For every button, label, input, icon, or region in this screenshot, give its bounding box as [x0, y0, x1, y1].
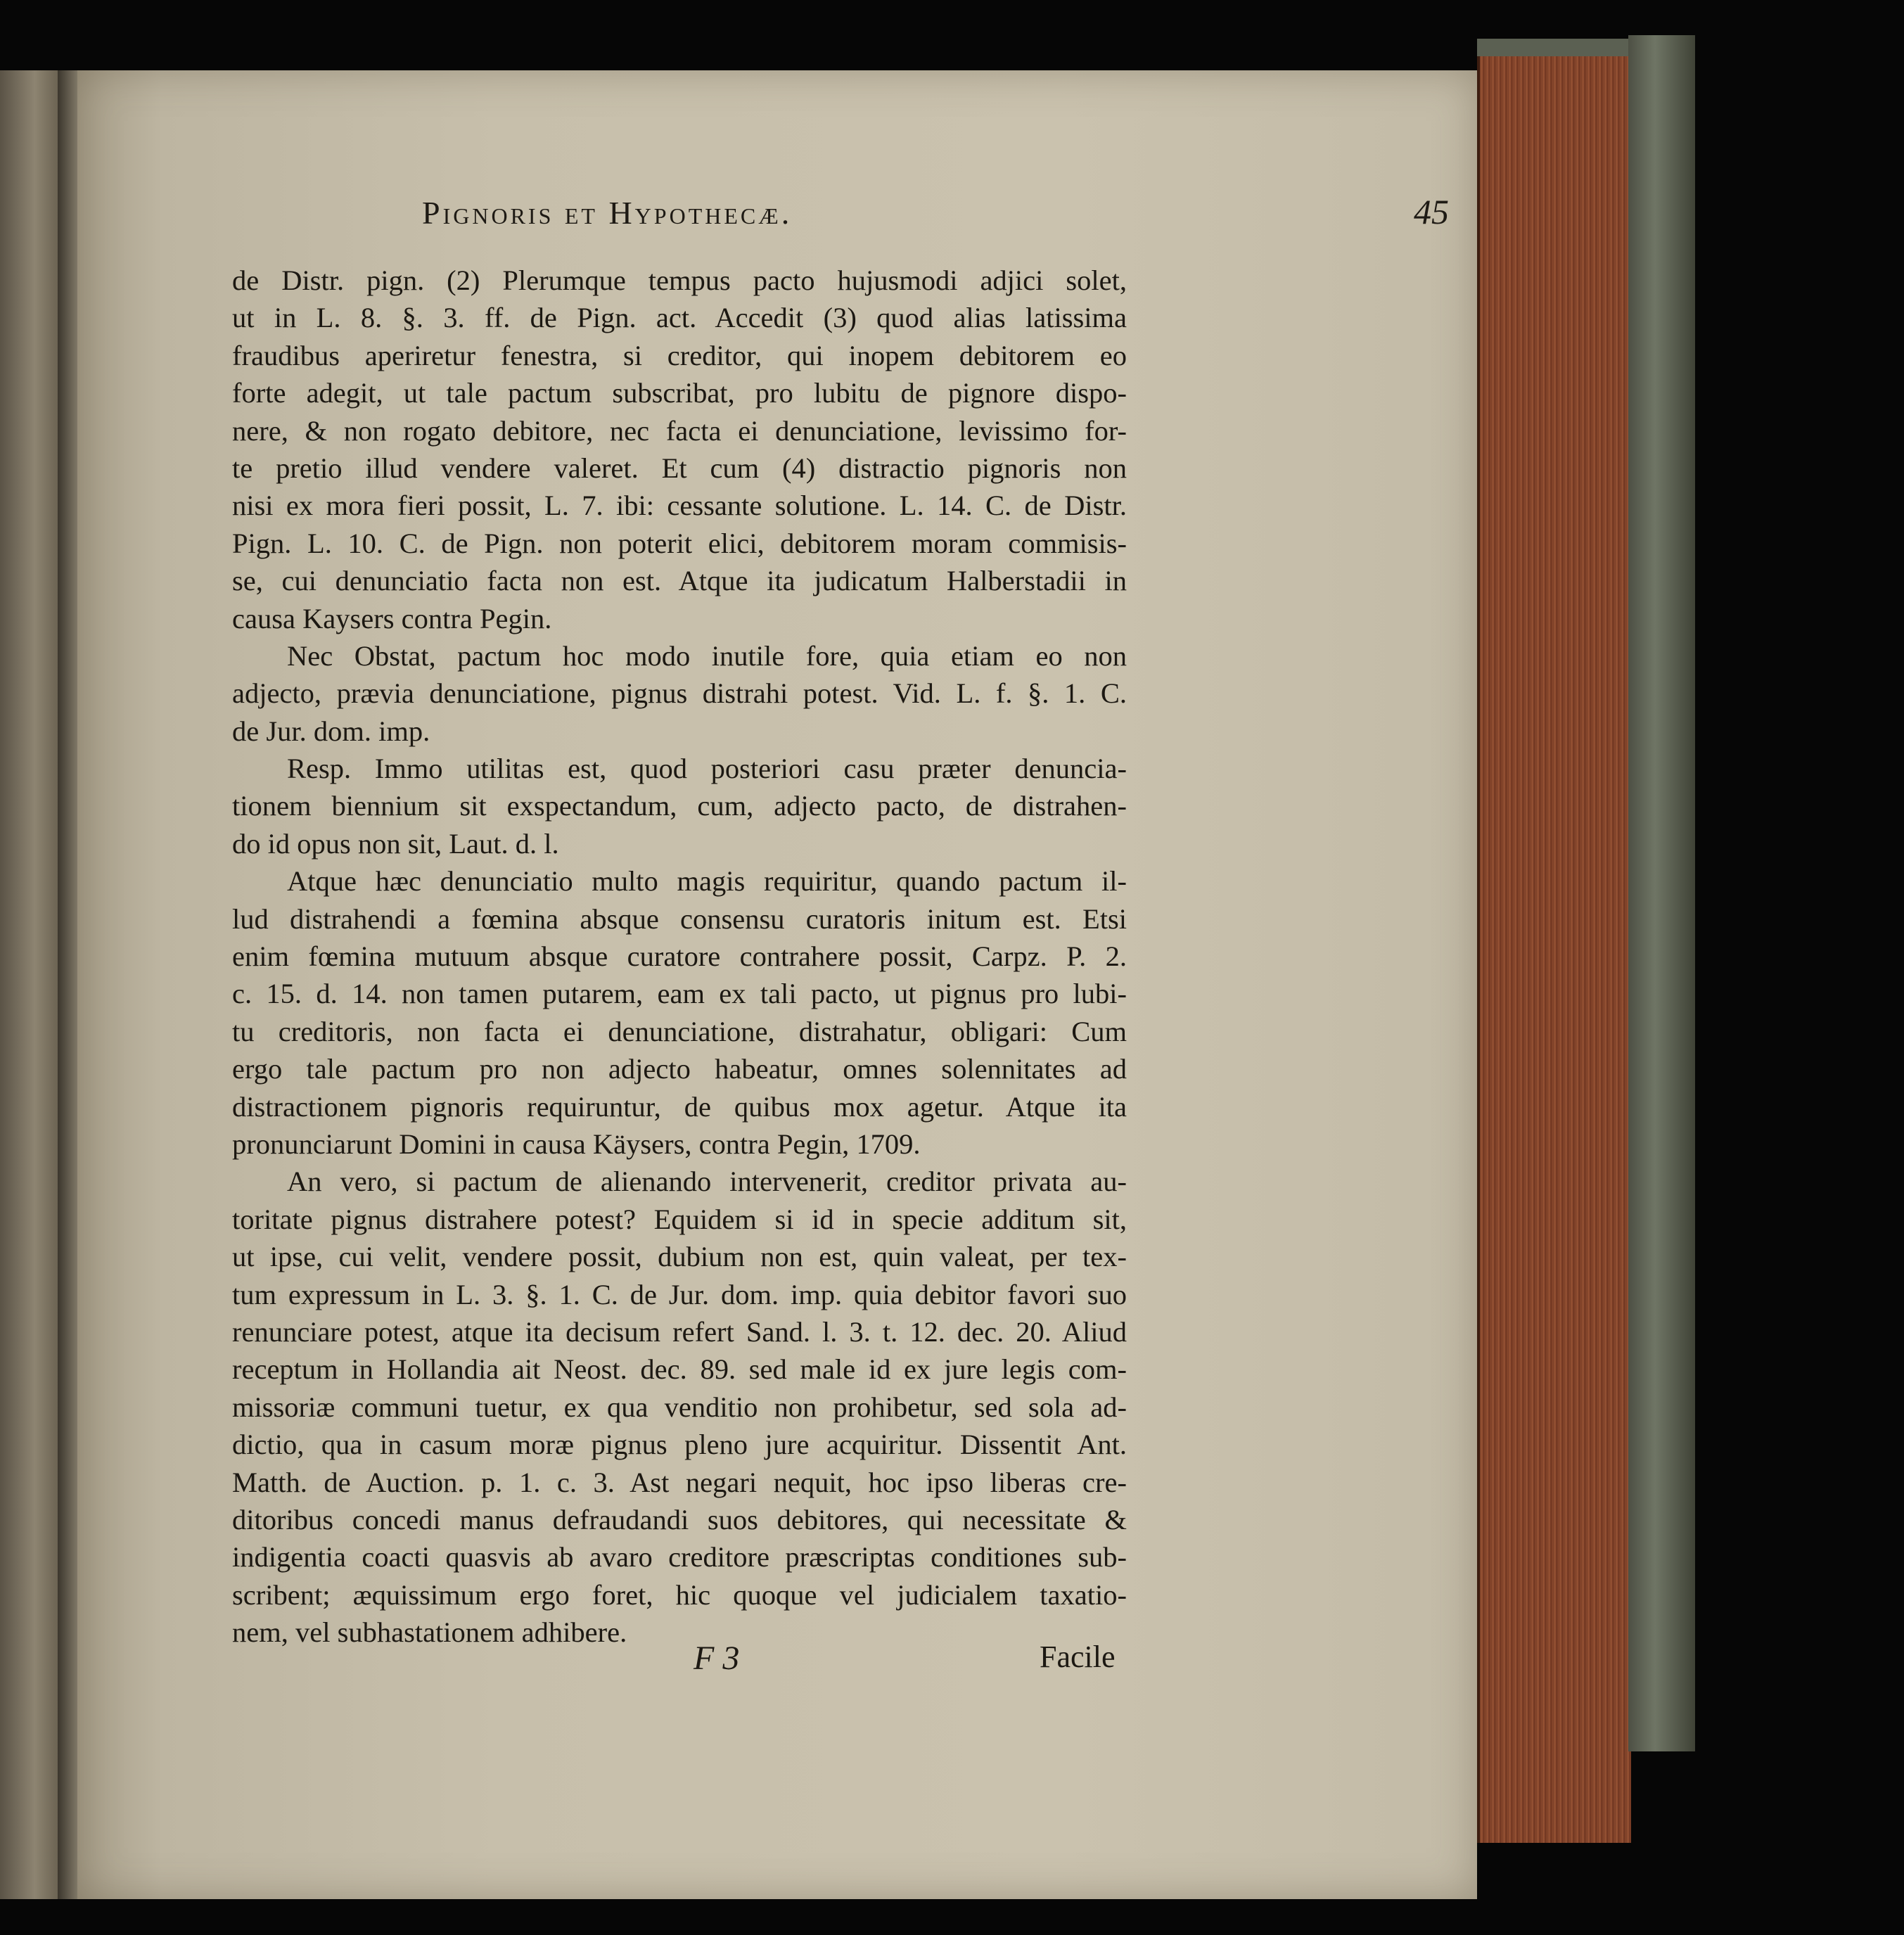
text-line: ditoribus concedi manus defraudandi suos debitores, qui necessitate & [232, 1503, 1127, 1535]
cover-board [1628, 35, 1695, 1751]
book-fore-edge [1477, 56, 1631, 1843]
text-line: adjecto, prævia denunciatione, pignus distrahi potest. Vid. L. f. §. 1. C. [232, 677, 1127, 710]
text-line: Resp. Immo utilitas est, quod posteriori casu præter denuncia- [287, 753, 1127, 785]
text-line: indigentia coacti quasvis ab avaro creditore præscriptas conditiones sub- [232, 1541, 1127, 1573]
text-line: toritate pignus distrahere potest? Equidem si id in specie additum sit, [232, 1203, 1127, 1235]
page-number: 45 [1414, 192, 1449, 231]
text-line: tum expressum in L. 3. §. 1. C. de Jur. dom. imp. quia debitor favori suo [232, 1278, 1127, 1310]
text-line: An vero, si pactum de alienando intervenerit, creditor privata au- [287, 1166, 1127, 1198]
text-line: Atque hæc denunciatio multo magis requiritur, quando pactum il- [287, 865, 1127, 898]
text-line: tionem biennium sit exspectandum, cum, adjecto pacto, de distrahen- [232, 790, 1127, 822]
facing-page-edge [0, 70, 58, 1899]
text-line: nem, vel subhastationem adhibere. [232, 1616, 627, 1649]
text-line: tu creditoris, non facta ei denunciatione, distrahatur, obligari: Cum [232, 1015, 1127, 1047]
running-head [422, 194, 1449, 236]
text-line: missoriæ communi tuetur, ex qua venditio non prohibetur, sed sola ad- [232, 1391, 1127, 1423]
text-line: dictio, qua in casum moræ pignus pleno jure acquiritur. Dissentit Ant. [232, 1429, 1127, 1461]
running-title: Pignoris et Hypothecæ. [422, 195, 793, 231]
text-line: do id opus non sit, Laut. d. l. [232, 827, 559, 860]
text-line: Pign. L. 10. C. de Pign. non poterit elici, debitorem moram commisis- [232, 527, 1127, 559]
body-text [232, 262, 1127, 1651]
catchword: Facile [1040, 1640, 1116, 1674]
text-line: ut in L. 8. §. 3. ff. de Pign. act. Accedit (3) quod alias latissima [232, 302, 1127, 334]
text-line: c. 15. d. 14. non tamen putarem, eam ex tali pacto, ut pignus pro lubi- [232, 978, 1127, 1010]
text-line: se, cui denunciatio facta non est. Atque ita judicatum Halberstadii in [232, 565, 1127, 597]
text-line: te pretio illud vendere valeret. Et cum (4) distractio pignoris non [232, 452, 1127, 484]
signature-mark: F 3 [694, 1640, 740, 1677]
text-line: ut ipse, cui velit, vendere possit, dubium non est, quin valeat, per tex- [232, 1241, 1127, 1273]
text-line: receptum in Hollandia ait Neost. dec. 89. sed male id ex jure legis com- [232, 1353, 1127, 1386]
text-line: lud distrahendi a fœmina absque consensu curatoris initum est. Etsi [232, 902, 1127, 935]
text-line: scribent; æquissimum ergo foret, hic quoque vel judicialem taxatio- [232, 1578, 1127, 1611]
text-line: pronunciarunt Domini in causa Käysers, contra Pegin, 1709. [232, 1128, 921, 1160]
text-line: nere, & non rogato debitore, nec facta ei denunciatione, levissimo for- [232, 414, 1127, 447]
text-line: enim fœmina mutuum absque curatore contrahere possit, Carpz. P. 2. [232, 940, 1127, 973]
text-line: distractionem pignoris requiruntur, de quibus mox agetur. Atque ita [232, 1090, 1127, 1123]
text-line: ergo tale pactum pro non adjecto habeatur, omnes solennitates ad [232, 1053, 1127, 1085]
text-line: Matth. de Auction. p. 1. c. 3. Ast negari nequit, hoc ipso liberas cre- [232, 1466, 1127, 1498]
text-line: forte adegit, ut tale pactum subscribat, pro lubitu de pignore dispo- [232, 377, 1127, 409]
text-line: Nec Obstat, pactum hoc modo inutile fore, quia etiam eo non [287, 639, 1127, 672]
text-line: de Distr. pign. (2) Plerumque tempus pacto hujusmodi adjici solet, [232, 264, 1127, 296]
text-line: nisi ex mora fieri possit, L. 7. ibi: cessante solutione. L. 14. C. de Distr. [232, 490, 1127, 522]
text-line: renunciare potest, atque ita decisum refert Sand. l. 3. t. 12. dec. 20. Aliud [232, 1315, 1127, 1348]
text-line: causa Kaysers contra Pegin. [232, 602, 552, 634]
text-line: fraudibus aperiretur fenestra, si creditor, qui inopem debitorem eo [232, 339, 1127, 371]
text-line: de Jur. dom. imp. [232, 715, 430, 747]
